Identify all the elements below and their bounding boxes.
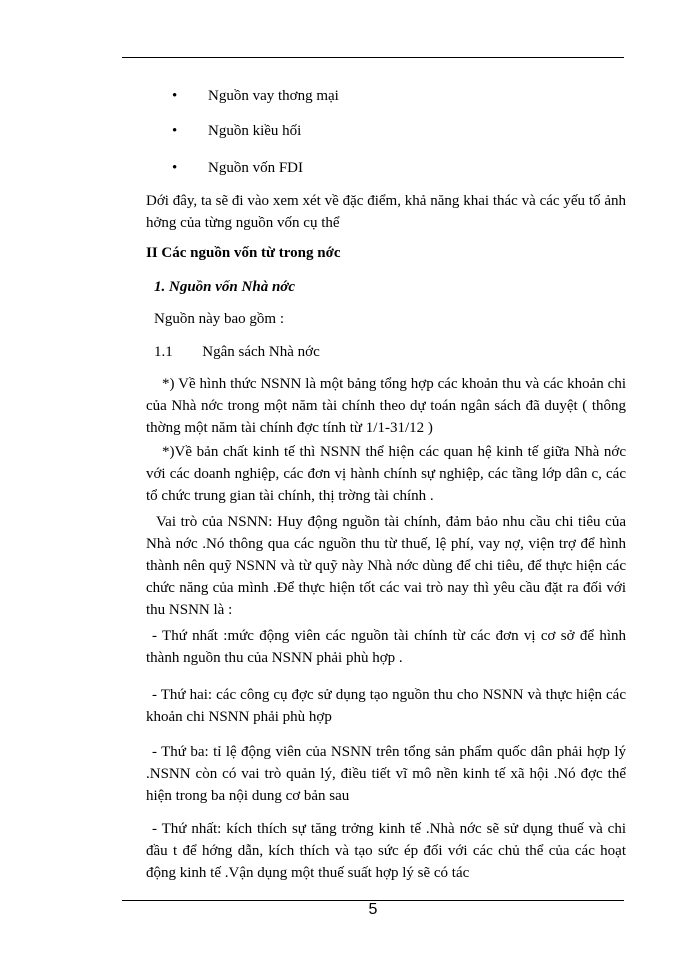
- paragraph-third: - Thứ ba: tỉ lệ động viên của NSNN trên tổng sản phẩm quốc dân phải hợp lý .NSNN còn có vai trò quản lý, điều tiết vĩ mô nền kinh tế xã hội .Nó đợc thể hiện trong ba nội dung cơ bản sau: [146, 744, 626, 804]
- bullet-icon: •: [172, 88, 178, 104]
- includes-text: Nguồn này bao gồm :: [154, 311, 284, 327]
- paragraph-role: Vai trò của NSNN: Huy động nguồn tài chính, đảm bảo nhu cầu chi tiêu của Nhà nớc .Nó thông qua các nguồn thu từ thuế, lệ phí, vay nợ, viện trợ để hình thành nên quỹ NSNN và từ quỹ này Nhà nớc dùng để chi tiêu, để thực hiện các chức năng của mình .Để thực hiện tốt các vai trò nay thì yêu cầu đặt ra đối với thu NSNN là :: [146, 514, 626, 618]
- bullet-text: Nguồn vốn FDI: [208, 160, 304, 176]
- bullet-text: Nguồn vay thơng mại: [208, 88, 339, 104]
- intro-paragraph: Dới đây, ta sẽ đi vào xem xét về đặc điểm, khả năng khai thác và các yếu tố ảnh hởng của từng nguồn vốn cụ thể: [146, 193, 626, 231]
- bullet-icon: •: [172, 123, 178, 139]
- paragraph-essence: *)Về bản chất kinh tế thì NSNN thể hiện các quan hệ kinh tế giữa Nhà nớc với các doanh nghiệp, các đơn vị hành chính sự nghiệp, các tầng lớp dân c, các tổ chức trung gian tài chính, thị trờng tài chính .: [146, 444, 626, 504]
- paragraph-first: - Thứ nhất :mức động viên các nguồn tài chính từ các đơn vị cơ sở để hình thành nguồn thu của NSNN phải phù hợp .: [146, 628, 626, 666]
- list-item: [172, 86, 339, 106]
- list-item: [172, 121, 301, 141]
- paragraph-first-b: - Thứ nhất: kích thích sự tăng trởng kinh tế .Nhà nớc sẽ sử dụng thuế và chi đầu t để hớng dẫn, kích thích và tạo sức ép đối với các chủ thể của các hoạt động kinh tế .Vận dụng một thuế suất hợp lý sẽ có tác: [146, 821, 626, 881]
- item-number: 1.1: [154, 344, 173, 360]
- item-heading: [154, 341, 634, 363]
- item-title: Ngân sách Nhà nớc: [202, 344, 320, 360]
- page-number: 5: [368, 901, 378, 918]
- bullet-icon: •: [172, 160, 178, 176]
- section-heading: II Các nguồn vốn từ trong nớc: [146, 245, 341, 261]
- paragraph-form: *) Về hình thức NSNN là một bảng tổng hợp các khoản thu và các khoản chi của Nhà nớc trong một năm tài chính theo dự toán ngân sách đã duyệt ( thông thờng một năm tài chính đợc tính từ 1/1-31/12 ): [146, 376, 626, 436]
- list-item: [172, 158, 303, 178]
- subsection-heading: 1. Nguồn vốn Nhà nớc: [154, 279, 295, 295]
- header-rule: [122, 57, 624, 58]
- bullet-text: Nguồn kiều hối: [208, 123, 302, 139]
- paragraph-second: - Thứ hai: các công cụ đợc sử dụng tạo nguồn thu cho NSNN và thực hiện các khoản chi NSNN phải phù hợp: [146, 687, 626, 725]
